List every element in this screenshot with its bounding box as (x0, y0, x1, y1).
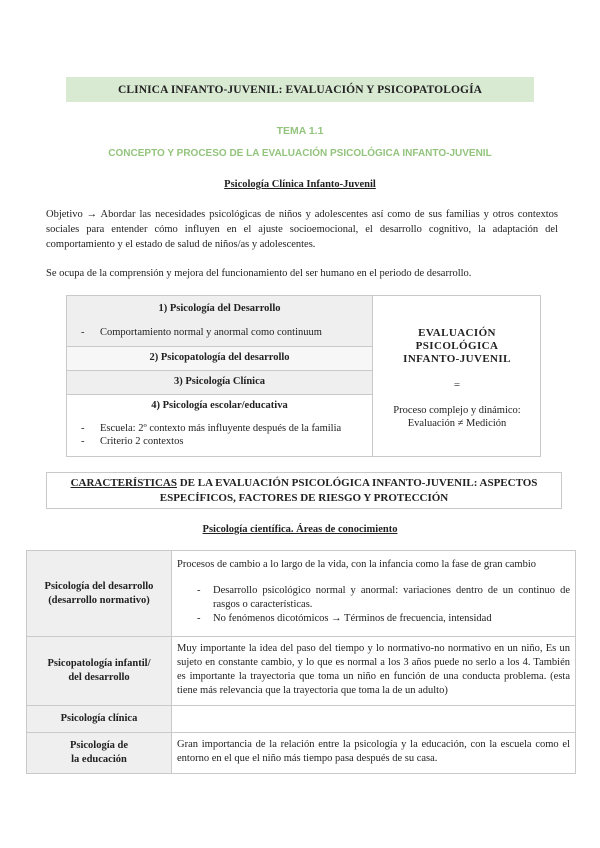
caracteristicas-underlined: CARACTERÍSTICAS (70, 477, 177, 489)
summary-row-desarrollo (67, 296, 372, 347)
evaluacion-desc-line: Proceso complejo y dinámico: (393, 405, 521, 416)
area-text: Procesos de cambio a lo largo de la vida, con la infancia como la fase de gran cambio (177, 559, 537, 570)
main-title: CLINICA INFANTO-JUVENIL: EVALUACIÓN Y PSICOPATOLOGÍA (66, 77, 534, 102)
evaluacion-line: INFANTO-JUVENIL (403, 353, 511, 365)
summary-row-head: 2) Psicopatología del desarrollo (149, 352, 290, 363)
summary-bullet: - Comportamiento normal y anormal como continuum (67, 327, 372, 339)
area-row-desarrollo (27, 551, 575, 637)
ocupa-paragraph: Se ocupa de la comprensión y mejora del funcionamiento del ser humano en el periodo de desarrollo. (46, 268, 472, 279)
area-name-line: Psicología de (69, 740, 129, 751)
caracteristicas-rest: DE LA EVALUACIÓN PSICOLÓGICA INFANTO-JUVENIL: ASPECTOS (176, 477, 538, 489)
areas-table (26, 550, 576, 774)
objetivo-paragraph: Objetivo → Abordar las necesidades psicológicas de niños y adolescentes así como de sus familias y otros contextos sociales para entender cómo influyen en el ajuste socioemocional, el desarrollo cognitivo, la adaptación del comportamiento y el estado de salud de niños/as y adolescentes. (46, 209, 558, 250)
summary-row-head: 1) Psicología del Desarrollo (158, 303, 281, 314)
area-name (27, 637, 172, 705)
area-name-line: la educación (71, 754, 127, 765)
caracteristicas-line2: ESPECÍFICOS, FACTORES DE RIESGO Y PROTECCIÓN (159, 492, 449, 504)
area-name (27, 733, 172, 773)
caracteristicas-box (46, 472, 562, 509)
summary-row-head: 4) Psicología escolar/educativa (151, 400, 288, 411)
area-text: Gran importancia de la relación entre la psicología y la educación, con la escuela como el entorno en el que el niño más tiempo pasa después de su casa. (177, 739, 570, 764)
tema-title: CONCEPTO Y PROCESO DE LA EVALUACIÓN PSICOLÓGICA INFANTO-JUVENIL (108, 148, 492, 159)
area-description (172, 637, 575, 705)
summary-row-head: 3) Psicología Clínica (174, 376, 265, 387)
area-name-line: Psicopatología infantil/ (47, 658, 151, 669)
area-text: Muy importante la idea del paso del tiempo y lo normativo-no normativo en un niño, Es un sujeto en constante cambio, y lo que es normal a los 3 años puede no serlo a los 4. También es importante la trayectoria que toma un niño en función de una conducta problema. (esta tiene más relevancia que la trayectoria que toma la de un adulto) (177, 643, 570, 696)
area-name-line: (desarrollo normativo) (48, 594, 150, 606)
area-name-line: del desarrollo (68, 672, 130, 683)
area-row-clinica (27, 706, 575, 733)
evaluacion-description (373, 404, 541, 430)
summary-bullet: - Criterio 2 contextos (67, 436, 372, 448)
equals-sign: = (453, 379, 461, 391)
summary-row-psicopatologia (67, 347, 372, 371)
area-description (172, 733, 575, 773)
summary-row-clinica (67, 371, 372, 395)
section-heading-areas: Psicología científica. Áreas de conocimiento (202, 524, 398, 535)
area-bullet: - Desarrollo psicológico normal y anormal: variaciones dentro de un continuo de rasgos o características. (177, 584, 570, 612)
area-row-educacion (27, 733, 575, 773)
summary-table (66, 295, 541, 457)
summary-right-column (372, 296, 540, 456)
area-name-line: Psicología del desarrollo (44, 580, 154, 592)
area-description (172, 551, 575, 636)
evaluacion-desc-line: Evaluación ≠ Medición (407, 418, 507, 429)
section-heading-clinica: Psicología Clínica Infanto-Juvenil (224, 179, 376, 190)
area-name (27, 551, 172, 636)
evaluacion-line: PSICOLÓGICA (415, 340, 499, 352)
area-name (27, 706, 172, 732)
tema-label: TEMA 1.1 (276, 125, 324, 137)
area-description (172, 706, 575, 732)
area-name-line: Psicología clínica (60, 713, 138, 724)
summary-bullet: - Escuela: 2º contexto más influyente después de la familia (67, 423, 372, 435)
caracteristicas-line1 (47, 476, 561, 491)
evaluacion-line: EVALUACIÓN (418, 327, 496, 339)
summary-row-escolar (67, 395, 372, 456)
area-row-psicopatologia (27, 637, 575, 706)
summary-left-column (67, 296, 372, 456)
area-bullet: - No fenómenos dicotómicos → Términos de frecuencia, intensidad (177, 612, 570, 626)
evaluacion-title (373, 327, 541, 366)
